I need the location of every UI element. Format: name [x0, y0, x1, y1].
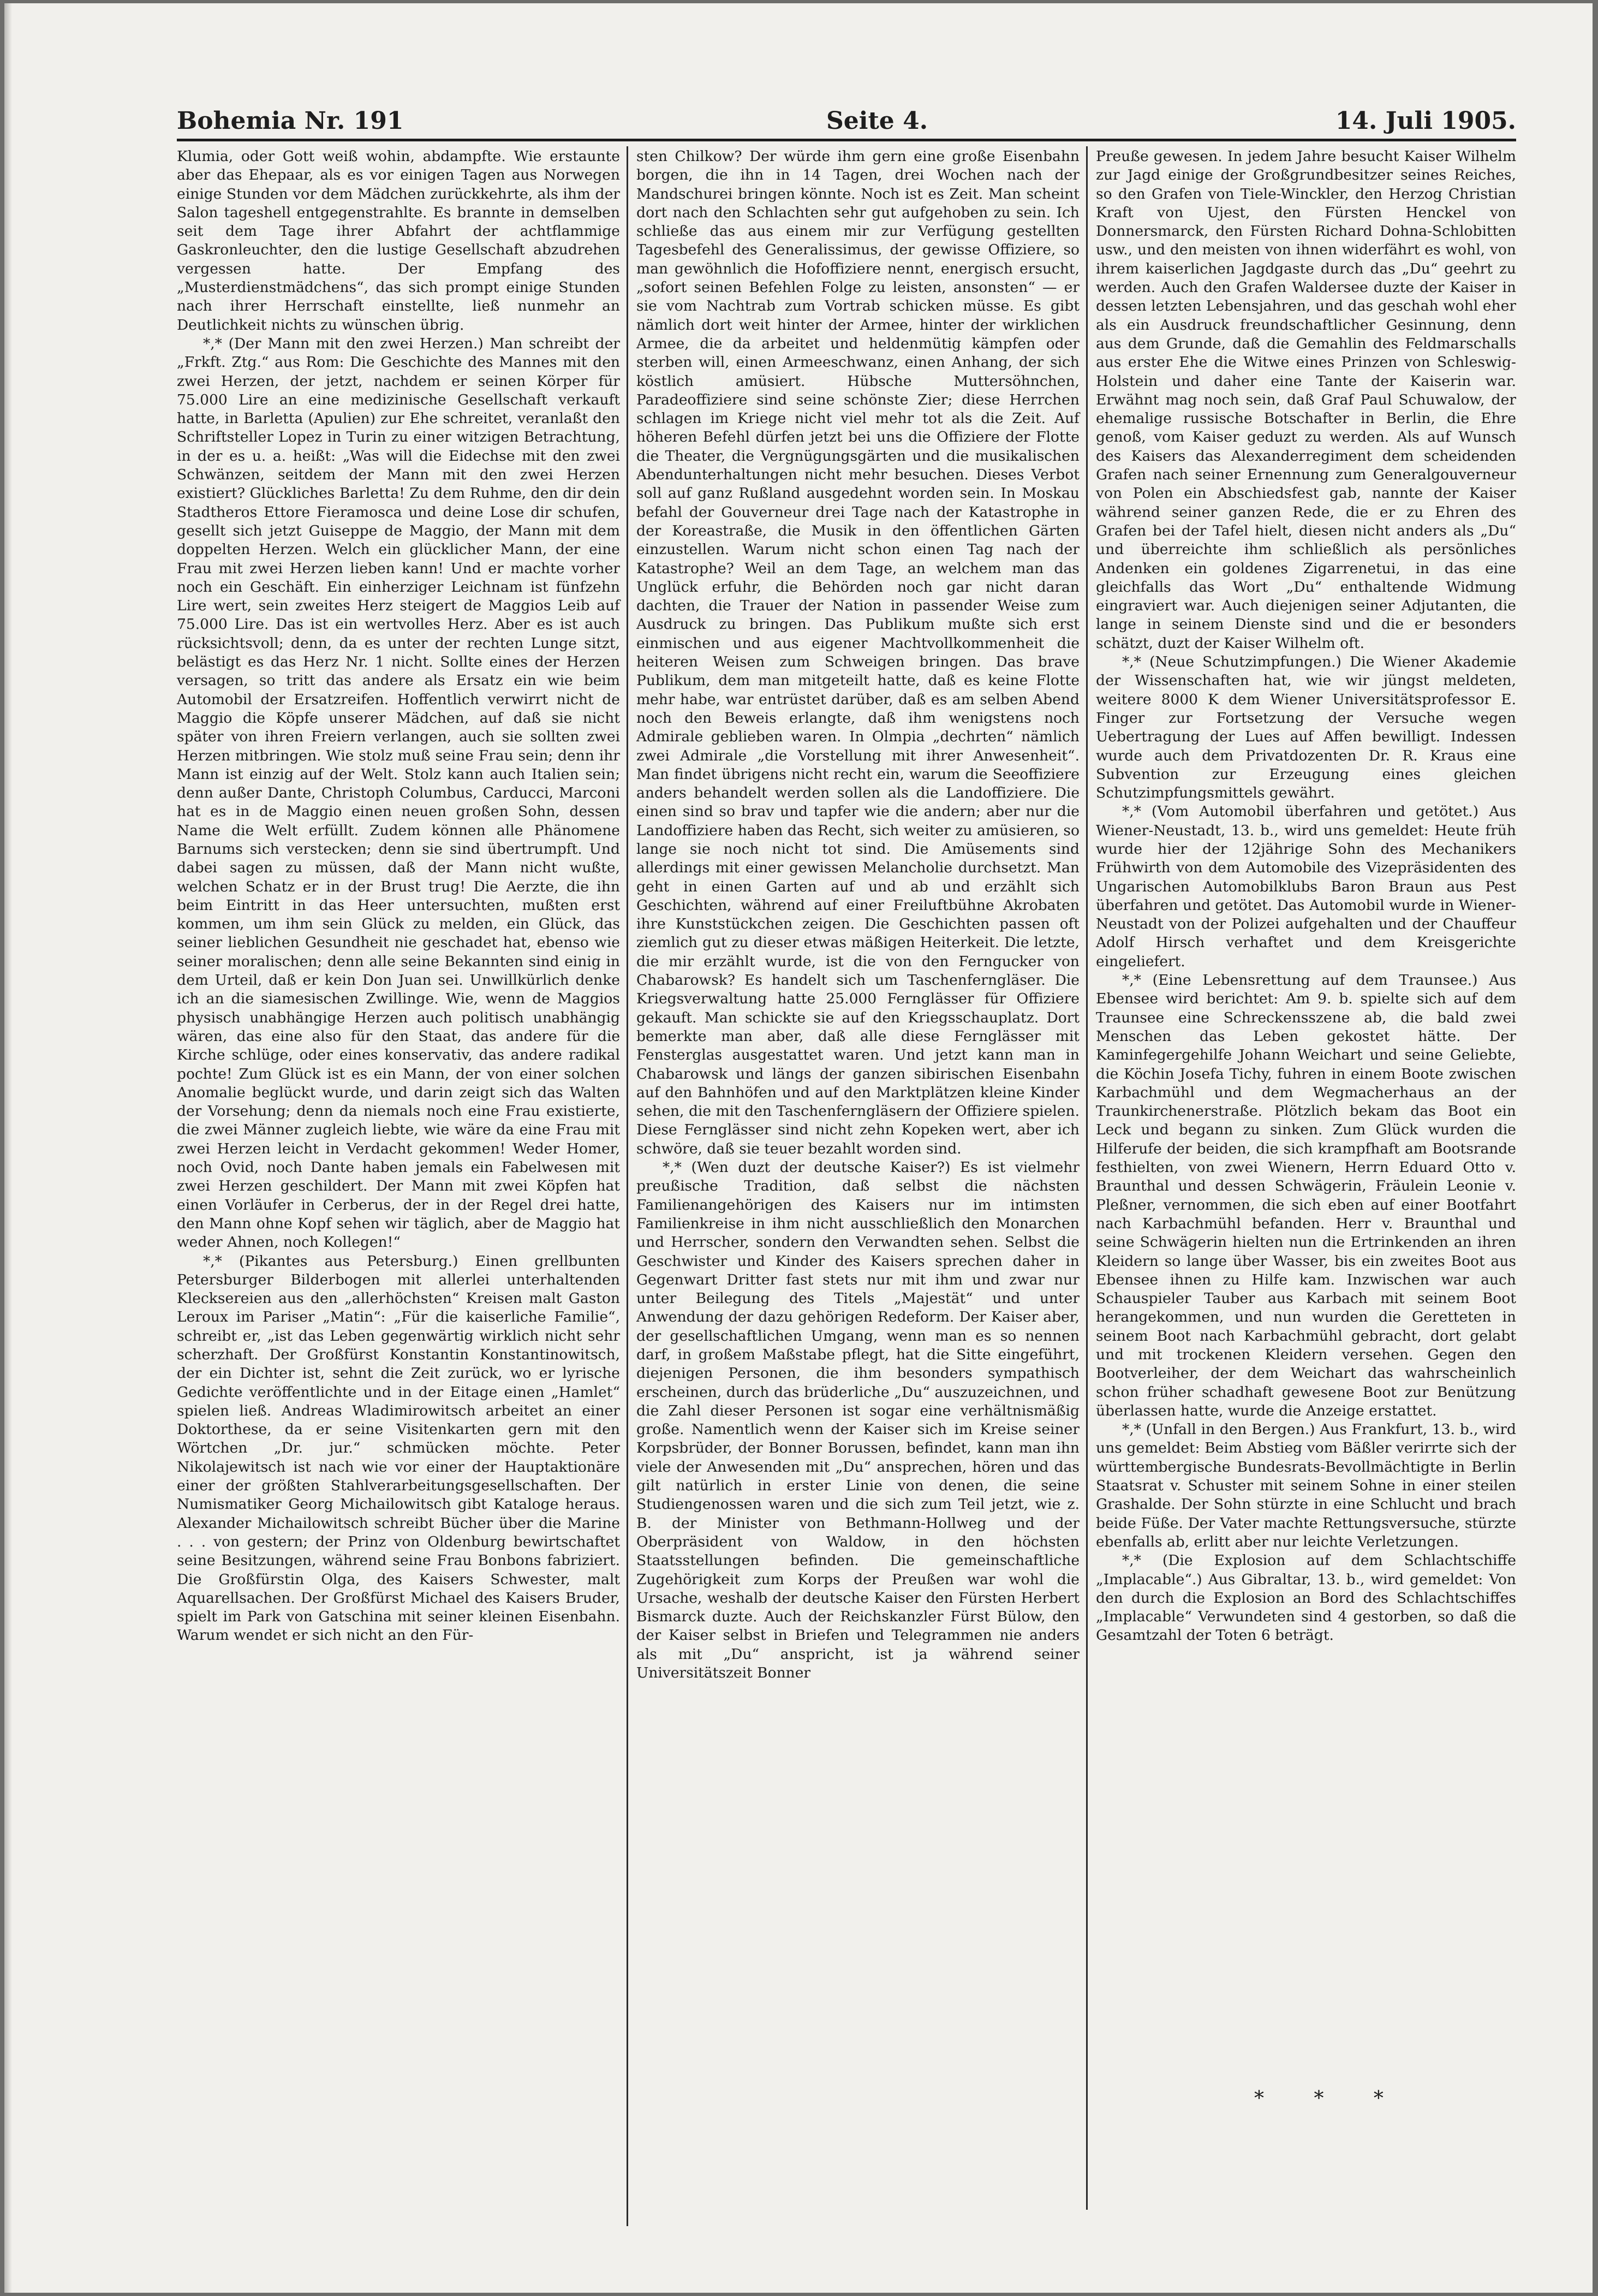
text-column-1 — [177, 147, 620, 2053]
article-paragraph: *,* (Neue Schutzimpfungen.) Die Wiener Akademie der Wissenschaften hat, wie wir jüngst meldeten, weitere 8000 K dem Wiener Universitätsprofessor E. Finger zur Fortsetzung der Versuche wegen Uebertragung der Lues auf Affen bewilligt. Indessen wurde auch dem Privatdozenten Dr. R. Kraus eine Subvention zur Erzeugung eines gleichen Schutzimpfungsmittels gewährt. — [1096, 653, 1516, 802]
article-paragraph: *,* (Der Mann mit den zwei Herzen.) Man schreibt der „Frkft. Ztg.“ aus Rom: Die Geschichte des Mannes mit den zwei Herzen, der jetzt, nachdem er seinen Körper für 75.000 Lire an eine medizinische Gesellschaft verkauft hatte, in Barletta (Apulien) zur Ehe schreitet, veranlaßt den Schriftsteller Lopez in Turin zu einer witzigen Betrachtung, in der es u. a. heißt: „Was will die Eidechse mit den zwei Schwänzen, seitdem der Mann mit den zwei Herzen existiert? Glückliches Barletta! Zu dem Ruhme, den dir dein Stadtheros Ettore Fieramosca und deine Lose dir schufen, gesellt sich jetzt Guiseppe de Maggio, der Mann mit dem doppelten Herzen. Welch ein glücklicher Mann, der eine Frau mit zwei Herzen lieben kann! Und er machte vorher noch ein Geschäft. Ein einherziger Leichnam ist fünfzehn Lire wert, sein zweites Herz steigert de Maggios Leib auf 75.000 Lire. Das ist ein wertvolles Herz. Aber es ist auch rücksichtsvoll; denn, da es unter der rechten Lunge sitzt, belästigt es das Herz Nr. 1 nicht. Sollte eines der Herzen versagen, so tritt das andere als Ersatz ein wie beim Automobil der Ersatzreifen. Hoffentlich verwirrt nicht de Maggio die Köpfe unserer Mädchen, auf daß sie nicht später von ihren Freiern verlangen, auch sie sollten zwei Herzen mitbringen. Wie stolz muß seine Frau sein; denn ihr Mann ist einzig auf der Welt. Stolz kann auch Italien sein; denn außer Dante, Christoph Columbus, Carducci, Marconi hat es in de Maggio einen neuen großen Sohn, dessen Name die Welt erfüllt. Zudem können alle Phänomene Barnums sich verstecken; denn sie sind übertrumpft. Und dabei sagen zu müssen, daß der Mann nicht wußte, welchen Schatz er in der Brust trug! Die Aerzte, die ihn beim Eintritt in das Heer untersuchten, mußten erst kommen, um ihm sein Glück zu melden, ein Glück, das seiner lieblichen Gesundheit nie geschadet hat, ebenso wie seiner moralischen; denn alle seine Bekannten sind einig in dem Urteil, daß er kein Don Juan sei. Unwillkürlich denke ich an die siamesischen Zwillinge. Wie, wenn de Maggios physisch unabhängige Herzen auch politisch unabhängig wären, das eine also für den Staat, das andere für die Kirche schlüge, oder eines konservativ, das andere radikal pochte! Zum Glück ist es ein Mann, der von einer solchen Anomalie beglückt wurde, und darin zeigt sich das Walten der Vorsehung; denn da niemals noch eine Frau existierte, die zwei Männer zugleich liebte, wie wäre da eine Frau mit zwei Herzen leicht in Verdacht gekommen! Weder Homer, noch Ovid, noch Dante haben jemals ein Fabelwesen mit zwei Herzen geschildert. Der Mann mit zwei Köpfen hat einen Vorläufer in Cerberus, der in der Regel drei hatte, den Mann ohne Kopf sehen wir täglich, aber de Maggio hat weder Ahnen, noch Kollegen!“ — [177, 335, 620, 1251]
article-paragraph: *,* (Vom Automobil überfahren und getötet.) Aus Wiener-Neustadt, 13. b., wird uns gemeldet: Heute früh wurde hier der 12jährige Sohn des Mechanikers Frühwirth von dem Automobile des Vizepräsidenten des Ungarischen Automobilklubs Baron Braun aus Pest überfahren und getötet. Das Automobil wurde in Wiener-Neustadt von der Polizei aufgehalten und der Chauffeur Adolf Hirsch verhaftet und dem Kreisgerichte eingeliefert. — [1096, 803, 1516, 970]
header-issue: Bohemia Nr. 191 — [177, 107, 404, 135]
page-header — [177, 102, 1516, 140]
column-divider — [627, 146, 628, 2226]
article-paragraph: Klumia, oder Gott weiß wohin, abdampfte. Wie erstaunte aber das Ehepaar, als es vor einigen Tagen aus Norwegen einige Stunden vor dem Mädchen zurückkehrte, als ihm der Salon tageshell entgegenstrahlte. Es brannte in demselben seit dem Tage ihrer Abfahrt der achtflammige Gaskronleuchter, den die lustige Gesellschaft abzudrehen vergessen hatte. Der Empfang des „Musterdienstmädchens“, das sich prompt einige Stunden nach ihrer Herrschaft einstellte, ließ nunmehr an Deutlichkeit nichts zu wünschen übrig. — [177, 148, 620, 334]
article-paragraph: *,* (Pikantes aus Petersburg.) Einen grellbunten Petersburger Bilderbogen mit allerlei unterhaltenden Klecksereien aus den „allerhöchsten“ Kreisen malt Gaston Leroux im Pariser „Matin“: „Für die kaiserliche Familie“, schreibt er, „ist das Leben gegenwärtig wirklich nicht sehr scherzhaft. Der Großfürst Konstantin Konstantinowitsch, der ein Dichter ist, sehnt die Zeit zurück, wo er lyrische Gedichte veröffentlichte und in der Eitage einen „Hamlet“ spielen ließ. Andreas Wladimirowitsch arbeitet an einer Doktorthese, da er seine Visitenkarten gern mit den Wörtchen „Dr. jur.“ schmücken möchte. Peter Nikolajewitsch ist nach wie vor einer der Hauptaktionäre einer der größten Stahlverarbeitungsgesellschaften. Der Numismatiker Georg Michailowitsch gibt Kataloge heraus. Alexander Michailowitsch schreibt Bücher über die Marine . . . von gestern; der Prinz von Oldenburg bewirtschaftet seine Besitzungen, während seine Frau Bonbons fabriziert. Die Großfürstin Olga, des Kaisers Schwester, malt Aquarellsachen. Der Großfürst Michael des Kaisers Bruder, spielt im Park von Gatschina mit seiner kleinen Eisenbahn. Warum wendet er sich nicht an den Für- — [177, 1252, 620, 1644]
header-page-number: Seite 4. — [826, 107, 928, 135]
header-date: 14. Juli 1905. — [1335, 107, 1516, 135]
text-column-3 — [1096, 147, 1516, 1644]
header-rule — [177, 139, 1516, 141]
text-column-2 — [636, 147, 1080, 2167]
article-paragraph: Preuße gewesen. In jedem Jahre besucht Kaiser Wilhelm zur Jagd einige der Großgrundbesitzer seines Reiches, so den Grafen von Tiele-Winckler, den Herzog Christian Kraft von Ujest, den Fürsten Henckel von Donnersmarck, den Fürsten Richard Dohna-Schlobitten usw., und den meisten von ihnen widerfährt es wohl, von ihrem kaiserlichen Jagdgaste durch das „Du“ geehrt zu werden. Auch den Grafen Waldersee duzte der Kaiser in dessen letzten Lebensjahren, und das geschah wohl eher als ein Ausdruck freundschaftlicher Gesinnung, denn aus dem Grunde, daß die Gemahlin des Feldmarschalls aus erster Ehe die Witwe eines Prinzen von Schleswig-Holstein und daher eine Tante der Kaiserin war. Erwähnt mag noch sein, daß Graf Paul Schuwalow, der ehemalige russische Botschafter in Berlin, die Ehre genoß, vom Kaiser geduzt zu werden. Als auf Wunsch des Kaisers das Alexanderregiment dem scheidenden Grafen nach seiner Ernennung zum Generalgouverneur von Polen ein Abschiedsfest gab, nannte der Kaiser während seiner ganzen Rede, die er zu Ehren des Grafen bei der Tafel hielt, diesen nicht anders als „Du“ und überreichte ihm schließlich als persönliches Andenken ein goldenes Zigarrenetui, in das eine gleichfalls das Wort „Du“ enthaltende Widmung eingraviert war. Auch diejenigen seiner Adjutanten, die lange in seinem Dienste sind und die er besonders schätzt, duzt der Kaiser Wilhelm oft. — [1096, 148, 1516, 652]
page-fold-shadow — [4, 3, 12, 2293]
article-paragraph: *,* (Unfall in den Bergen.) Aus Frankfurt, 13. b., wird uns gemeldet: Beim Abstieg vom Bäßler verirrte sich der württembergische Bundesrats-Bevollmächtigte in Berlin Staatsrat v. Schuster mit seinem Sohne in einer steilen Grashalde. Der Sohn stürzte in eine Schlucht und brach beide Füße. Der Vater machte Rettungsversuche, stürzte ebenfalls ab, erlitt aber nur leichte Verletzungen. — [1096, 1421, 1516, 1550]
column-divider — [1086, 146, 1088, 2210]
article-paragraph: *,* (Wen duzt der deutsche Kaiser?) Es ist vielmehr preußische Tradition, daß selbst die nächsten Familienangehörigen des Kaisers nur im intimsten Familienkreise in ihm nicht ausschließlich den Monarchen und Herrscher, sondern den Verwandten sehen. Selbst die Geschwister und Kinder des Kaisers sprechen daher in Gegenwart Dritter fast stets nur mit ihm und zwar nur unter Beilegung des Titels „Majestät“ und unter Anwendung der dazu gehörigen Redeform. Der Kaiser aber, der gesellschaftlichen Umgang, wenn man es so nennen darf, in großem Maßstabe pflegt, hat die Sitte eingeführt, diejenigen Personen, die ihm besonders sympathisch erscheinen, durch das brüderliche „Du“ auszuzeichnen, und die Zahl dieser Personen ist sogar eine verhältnismäßig große. Namentlich wenn der Kaiser sich im Kreise seiner Korpsbrüder, der Bonner Borussen, befindet, kann man ihn viele der Anwesenden mit „Du“ ansprechen, hören und das gilt natürlich in erster Linie von denen, die seine Studiengenossen waren und die sich zum Teil jetzt, wie z. B. der Minister von Bethmann-Hollweg und der Oberpräsident von Waldow, in den höchsten Staatsstellungen befinden. Die gemeinschaftliche Zugehörigkeit zum Korps der Preußen war wohl die Ursache, weshalb der deutsche Kaiser den Fürsten Herbert Bismarck duzte. Auch der Reichskanzler Fürst Bülow, den der Kaiser selbst in Briefen und Telegrammen nie anders als mit „Du“ anspricht, ist ja während seiner Universitätszeit Bonner — [636, 1159, 1080, 1682]
article-paragraph: *,* (Die Explosion auf dem Schlachtschiffe „Implacable“.) Aus Gibraltar, 13. b., wird gemeldet: Von den durch die Explosion an Bord des Schlachtschiffes „Implacable“ Verwundeten sind 4 gestorben, so daß die Gesamtzahl der Toten 6 beträgt. — [1096, 1552, 1516, 1644]
article-paragraph: sten Chilkow? Der würde ihm gern eine große Eisenbahn borgen, die ihn in 14 Tagen, drei Wochen nach der Mandschurei bringen könnte. Noch ist es Zeit. Man scheint dort nach den Schlachten sehr gut aufgehoben zu sein. Ich schließe das aus einem mir zur Verfügung gestellten Tagesbefehl des Generalissimus, der gewisse Offiziere, so man gewöhnlich die Hofoffiziere nennt, energisch ersucht, „sofort seinen Befehlen Folge zu leisten, ansonsten“ — er sie vom Nachtrab zum Vortrab schicken müsse. Es gibt nämlich dort weit hinter der Armee, hinter der wirklichen Armee, die da arbeitet und heldenmütig kämpfen oder sterben will, einen Armeeschwanz, einen Anhang, der sich köstlich amüsiert. Hübsche Muttersöhnchen, Paradeoffiziere sind seine schönste Zier; diese Herrchen schlagen im Kriege nicht viel mehr tot als die Zeit. Auf höheren Befehl dürfen jetzt bei uns die Offiziere der Flotte die Theater, die Vergnügungsgärten und die musikalischen Abendunterhaltungen nicht mehr besuchen. Dieses Verbot soll auf ganz Rußland ausgedehnt worden sein. In Moskau befahl der Gouverneur drei Tage nach der Katastrophe in der Koreastraße, die Musik in den öffentlichen Gärten einzustellen. Warum nicht schon einen Tag nach der Katastrophe? Weil an dem Tage, an welchem man das Unglück erfuhr, die Behörden noch gar nicht daran dachten, die Trauer der Nation in passender Weise zum Ausdruck zu bringen. Das Publikum mußte sich erst einmischen und aus eigener Machtvollkommenheit die heiteren Weisen zum Schweigen bringen. Das brave Publikum, dem man mitgeteilt hatte, daß es keine Flotte mehr habe, war entrüstet darüber, daß es am selben Abend noch den Beweis erlangte, daß ihm wenigstens noch Admirale geblieben waren. In Olmpia „dechrten“ nämlich zwei Admirale „die Vorstellung mit ihrer Anwesenheit“. Man findet übrigens nicht recht ein, warum die Seeoffiziere anders behandelt werden sollen als die Landoffiziere. Die einen sind so brav und tapfer wie die andern; aber nur die Landoffiziere haben das Recht, sich weiter zu amüsieren, so lange sie noch nicht tot sind. Die Amüsements sind allerdings mit einer gewissen Melancholie durchsetzt. Man geht in einen Garten auf und ab und erzählt sich Geschichten, während auf einer Freiluftbühne Akrobaten ihre Kunststückchen zeigen. Die Geschichten passen oft ziemlich gut zu dieser etwas mäßigen Heiterkeit. Die letzte, die mir erzählt wurde, ist die von den Ferngucker von Chabarowsk? Es handelt sich um Taschenferngläser. Die Kriegsverwaltung hatte 25.000 Fernglässer für Offiziere gekauft. Man schickte sie auf den Kriegsschauplatz. Dort bemerkte man aber, daß alle diese Fernglässer mit Fensterglas ausgestattet waren. Und jetzt kann man in Chabarowsk und längs der ganzen sibirischen Eisenbahn auf den Bahnhöfen und auf den Marktplätzen kleine Kinder sehen, die mit den Taschenferngläsern der Offiziere spielen. Diese Fernglässer sind nicht zehn Kopeken wert, aber ich schwöre, daß sie teuer bezahlt worden sind. — [636, 148, 1080, 1157]
article-paragraph: *,* (Eine Lebensrettung auf dem Traunsee.) Aus Ebensee wird berichtet: Am 9. b. spielte sich auf dem Traunsee eine Schreckensszene ab, die bald zwei Menschen das Leben gekostet hätte. Der Kaminfegergehilfe Johann Weichart und seine Geliebte, die Köchin Josefa Tichy, fuhren in einem Boote zwischen Karbachmühl und dem Wegmacherhaus an der Traunkirchenerstraße. Plötzlich bekam das Boot ein Leck und begann zu sinken. Zum Glück wurden die Hilferufe der beiden, die sich krampfhaft am Bootsrande festhielten, von zwei Wienern, Herrn Eduard Otto v. Braunthal und dessen Schwägerin, Fräulein Leonie v. Pleßner, vernommen, die sich eben auf einer Bootfahrt nach Karbachmühl befanden. Herr v. Braunthal und seine Schwägerin hielten nun die Ertrinkenden an ihren Kleidern so lange über Wasser, bis ein zweites Boot aus Ebensee ihnen zu Hilfe kam. Inzwischen war auch Schauspieler Tauber aus Karbach mit seinem Boot herangekommen, und nun wurden die Geretteten in seinem Boot nach Karbachmühl gebracht, dort gelabt und mit trockenen Kleidern versehen. Gegen den Bootverleiher, der dem Weichart das wahrscheinlich schon früher schadhaft gewesene Boot zur Benützung überlassen hatte, wurde die Anzeige erstattet. — [1096, 972, 1516, 1419]
end-ornament: * * * — [1254, 2087, 1405, 2110]
newspaper-page — [4, 3, 1593, 2293]
